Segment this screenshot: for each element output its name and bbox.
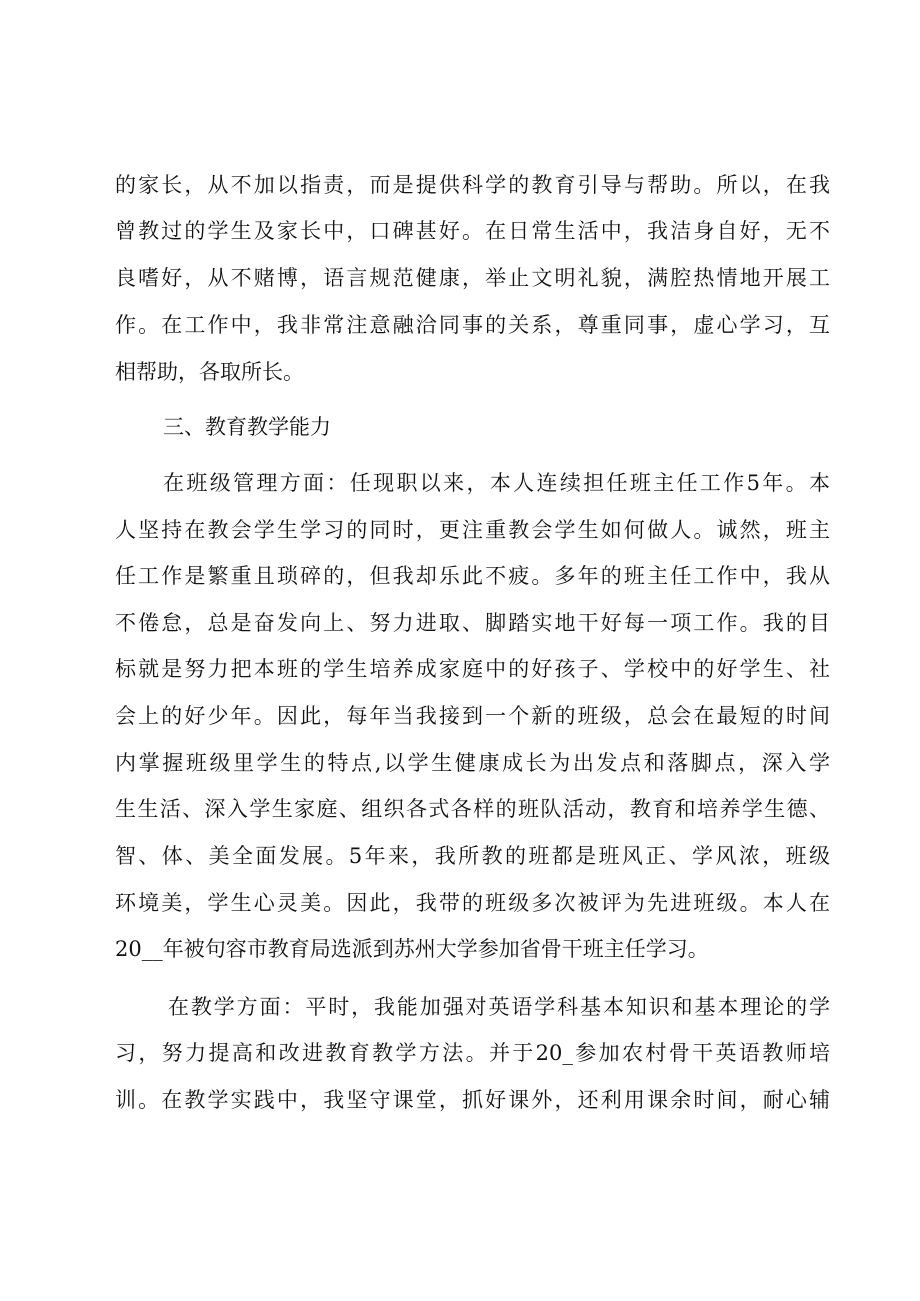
section-heading: 三、教育教学能力 (163, 415, 331, 439)
paragraph-line: 曾教过的学生及家长中，口碑甚好。在日常生活中，我洁身自好，无不 (115, 219, 830, 243)
paragraph-line: 不倦怠，总是奋发向上、努力进取、脚踏实地干好每一项工作。我的目 (115, 611, 830, 635)
paragraph-line: 智、体、美全面发展。5年来，我所教的班都是班风正、学风浓，班级 (115, 844, 830, 868)
paragraph-line: 生生活、深入学生家庭、组织各式各样的班队活动，教育和培养学生德、 (115, 797, 830, 821)
paragraph-line: 作。在工作中，我非常注意融洽同事的关系，尊重同事，虚心学习，互 (115, 313, 830, 337)
paragraph-line: 相帮助，各取所长。 (115, 360, 304, 384)
paragraph-line: 在班级管理方面：任现职以来，本人连续担任班主任工作5年。本 (163, 471, 830, 495)
paragraph-line: 标就是努力把本班的学生培养成家庭中的好孩子、学校中的好学生、社 (115, 657, 830, 681)
paragraph-line: 20__年被句容市教育局选派到苏州大学参加省骨干班主任学习。 (115, 937, 709, 961)
paragraph-line: 环境美，学生心灵美。因此，我带的班级多次被评为先进班级。本人在 (115, 891, 830, 915)
paragraph-line: 人坚持在教会学生学习的同时，更注重教会学生如何做人。诚然，班主 (115, 518, 830, 542)
paragraph-line: 训。在教学实践中，我坚守课堂，抓好课外，还利用课余时间，耐心辅 (115, 1088, 830, 1112)
paragraph-line: 良嗜好，从不赌博，语言规范健康，举止文明礼貌，满腔热情地开展工 (115, 266, 830, 290)
paragraph-line: 在教学方面：平时，我能加强对英语学科基本知识和基本理论的学 (168, 995, 830, 1019)
paragraph-line: 的家长，从不加以指责，而是提供科学的教育引导与帮助。所以，在我 (115, 173, 830, 197)
paragraph-line: 会上的好少年。因此，每年当我接到一个新的班级，总会在最短的时间 (115, 704, 830, 728)
paragraph-line: 任工作是繁重且琐碎的，但我却乐此不疲。多年的班主任工作中，我从 (115, 564, 830, 588)
paragraph-line: 内掌握班级里学生的特点,以学生健康成长为出发点和落脚点，深入学 (115, 751, 830, 775)
paragraph-line: 习，努力提高和改进教育教学方法。并于20_参加农村骨干英语教师培 (115, 1041, 830, 1065)
